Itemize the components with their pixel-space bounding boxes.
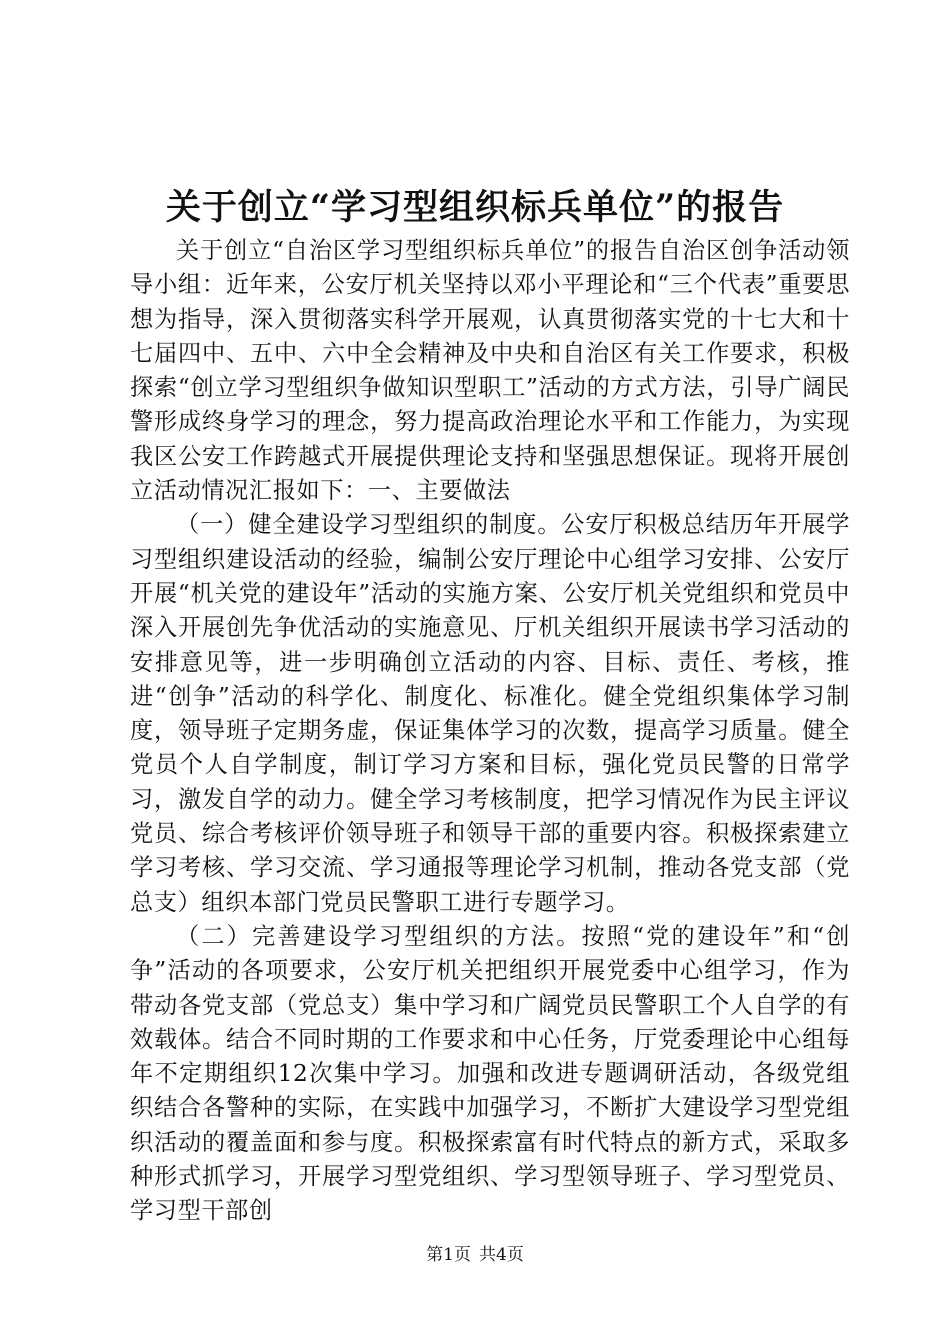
paragraph-intro: 关于创立“自治区学习型组织标兵单位”的报告自治区创争活动领导小组：近年来，公安厅机关坚持以邓小平理论和“三个代表”重要思想为指导，深入贯彻落实科学开展观，认真贯彻落实党的十七大和十七届四中、五中、六中全会精神及中央和自治区有关工作要求，积极探索“创立学习型组织争做知识型职工”活动的方式方法，引导广阔民警形成终身学习的理念，努力提高政治理论水平和工作能力，为实现我区公安工作跨越式开展提供理论支持和坚强思想保证。现将开展创立活动情况汇报如下：一、主要做法 [130, 237, 850, 505]
paragraph-section-1: （一）健全建设学习型组织的制度。公安厅积极总结历年开展学习型组织建设活动的经验，编制公安厅理论中心组学习安排、公安厅开展“机关党的建设年”活动的实施方案、公安厅机关党组织和党员中深入开展创先争优活动的实施意见、厅机关组织开展读书学习活动的安排意见等，进一步明确创立活动的内容、目标、责任、考核，推进“创争”活动的科学化、制度化、标准化。健全党组织集体学习制度，领导班子定期务虚，保证集体学习的次数，提高学习质量。健全党员个人自学制度，制订学习方案和目标，强化党员民警的日常学习，激发自学的动力。健全学习考核制度，把学习情况作为民主评议党员、综合考核评价领导班子和领导干部的重要内容。积极探索建立学习考核、学习交流、学习通报等理论学习机制，推动各党支部（党总支）组织本部门党员民警职工进行专题学习。 [130, 511, 850, 916]
page-number: 第1页 [426, 1245, 471, 1265]
page-footer [0, 1243, 950, 1267]
page-total: 共4页 [479, 1245, 524, 1265]
document-title: 关于创立“学习型组织标兵单位”的报告 [165, 187, 785, 228]
paragraph-section-2: （二）完善建设学习型组织的方法。按照“党的建设年”和“创争”活动的各项要求，公安厅机关把组织开展党委中心组学习，作为带动各党支部（党总支）集中学习和广阔党员民警职工个人自学的有效载体。结合不同时期的工作要求和中心任务，厅党委理论中心组每年不定期组织12次集中学习。加强和改进专题调研活动，各级党组织结合各警种的实际，在实践中加强学习，不断扩大建设学习型党组织活动的覆盖面和参与度。积极探索富有时代特点的新方式，采取多种形式抓学习，开展学习型党组织、学习型领导班子、学习型党员、学习型干部创 [130, 922, 850, 1225]
document-body [130, 234, 850, 1229]
